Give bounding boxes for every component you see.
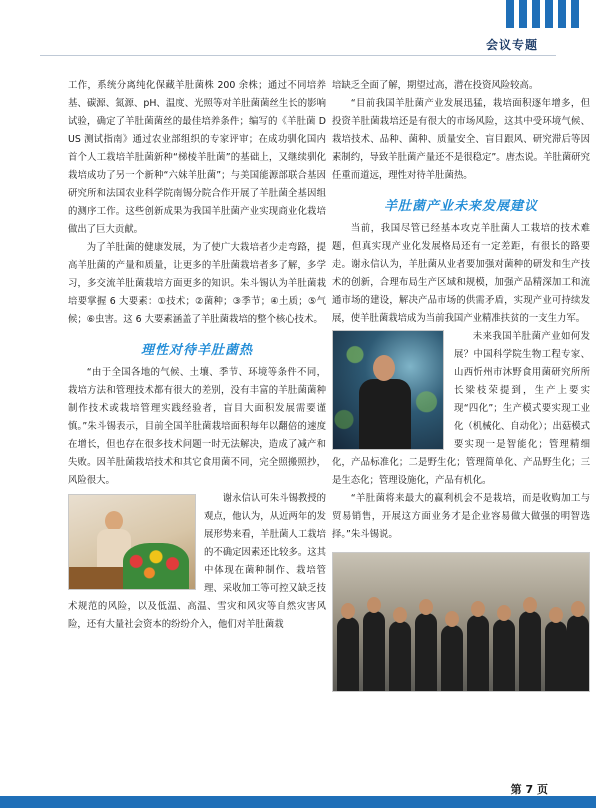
section-label: 会议专题: [485, 38, 538, 52]
footer-bar: [0, 796, 596, 808]
page-number: 第 7 页: [510, 783, 548, 796]
header-stripe: [545, 0, 553, 28]
flower-arrangement: [123, 543, 189, 589]
group-photo: [332, 552, 590, 692]
crowd: [333, 595, 589, 691]
header-stripe: [571, 0, 579, 28]
header-rule: [40, 55, 556, 56]
right-paragraph-3: 当前，我国尽管已经基本攻克羊肚菌人工栽培的技术难题，但真实现产业化发展格局还有一定差距，有很长的路要走。谢永信认为，羊肚菌从业者要加强对菌种的研发和生产技术的创新，合理布局生产区域和规模，加强产品精深加工和流通市场的建设，解决产品市场的供需矛盾，实现产业可持续发展，使羊肚菌栽培成为当前我国产业精准扶贫的一支生力军。: [332, 223, 590, 324]
header-stripes: [506, 0, 586, 28]
right-paragraph-5: “羊肚菌将来最大的赢利机会不是栽培，而是收购加工与贸易销售，开展这方面业务才是企业容易做大做强的明智选择。”朱斗锡说。: [332, 493, 590, 540]
left-paragraph-3: “由于全国各地的气候、土壤、季节、环境等条件不同，栽培方法和管理技术都有很大的差别，没有丰富的羊肚菌菌种制作技术或栽培管理实践经验者，盲目大面积发展需要谨慎。”朱斗锡表示，目前全国羊肚菌栽培面积每年以翻倍的速度在增长，但也存在很多技术问题一时无法解决，造成了减产和失败。因羊肚菌栽培技术和其它食用菌不同，完全照搬照抄，风险很大。: [68, 367, 326, 486]
left-paragraph-2: 为了羊肚菌的健康发展，为了使广大栽培者少走弯路，提高羊肚菌的产量和质量，让更多的羊肚菌栽培者多了解，多学习，多交流羊肚菌栽培方面更多的知识。朱斗锡认为羊肚菌栽培要掌握 6 大要素：①技术；②菌种；③季节；④土质；⑤气候；⑥虫害。这 6 大要素涵盖了羊肚菌栽培的整个核心技术。: [68, 242, 326, 325]
right-paragraph-4: 未来我国羊肚菌产业如何发展？中国科学院生物工程专家、山西忻州市沐野食用菌研究所所长梁枝荣提到，生产上要实现“四化”；生产模式要实现工业化（机械化、自动化）；出菇模式要实现一是智能化；管理精细化，产品标准化；二是野生化；管理简单化、产品野生化；三是生态化；管理设施化，产品有机化。: [332, 331, 590, 486]
left-paragraph-4: 谢永信认可朱斗锡教授的观点，他认为，从近两年的发展形势来看，羊肚菌人工栽培的不确定因素还比较多。这其中体现在菌种制作、栽培管理、采收加工等可控又缺乏技术规范的风险，以及低温、高温、雪灾和风灾等自然灾害风险，还有大量社会资本的纷纷介入，他们对羊肚菌栽: [68, 493, 326, 630]
header-stripe: [532, 0, 540, 28]
header-stripe: [558, 0, 566, 28]
right-column: [332, 77, 590, 692]
section-heading-future: 羊肚菌产业未来发展建议: [383, 199, 538, 214]
header-stripe: [519, 0, 527, 28]
right-paragraph-2: “目前我国羊肚菌产业发展迅猛，栽培面积逐年增多，但投资羊肚菌栽培还是有很大的市场风险，这其中受环境气候、栽培技术、品种、菌种、质量安全、盲目跟风、研究滞后等因素制约，导致羊肚菌产量还不是很稳定”。唐杰说。羊肚菌研究任重而道远，理性对待羊肚菌热。: [332, 98, 590, 181]
header-stripe: [506, 0, 514, 28]
expert-photo: [332, 330, 444, 450]
right-paragraph-1: 培缺乏全面了解，期望过高，潜在投资风险较高。: [332, 80, 539, 91]
left-paragraph-1: 工作，系统分离纯化保藏羊肚菌株 200 余株；通过不同培养基、碳源、氮源、pH、温度、光照等对羊肚菌菌丝生长的影响试验，确定了羊肚菌菌丝的最佳培养条件；编写的《羊肚菌 DUS 测试指南》通过农业部组织的专家评审；在成功驯化国内首个人工栽培羊肚菌新种“梯棱羊肚菌”的基础上，又继续驯化栽培成功了另一个新种“六妹羊肚菌”；与美国能源部联合基因研究所和法国农业科学院南锡分院合作开展了羊肚菌全基因组的测序工作。这些创新成果为我国羊肚菌产业实现商业化栽培做出了巨大贡献。: [68, 80, 326, 235]
left-column: [68, 77, 326, 634]
speaker-photo: [68, 494, 196, 590]
section-heading-rational: 理性对待羊肚菌热: [140, 343, 253, 358]
